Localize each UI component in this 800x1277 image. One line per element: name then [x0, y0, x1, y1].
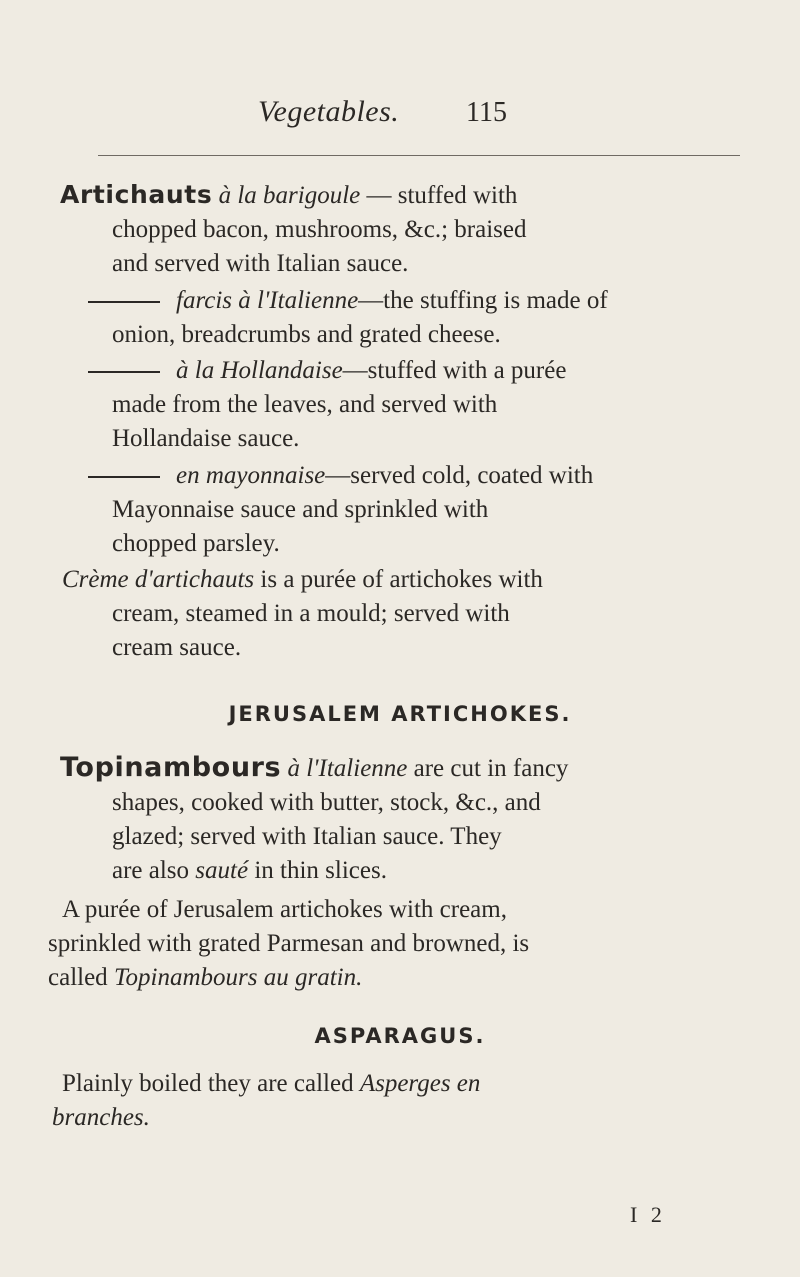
ditto-dash	[88, 476, 160, 478]
entry-text: chopped bacon, mushrooms, &c.; braised	[112, 216, 527, 243]
entry-text: Plainly boiled they are called	[62, 1070, 360, 1097]
signature-mark: I 2	[630, 1202, 666, 1227]
entry-text: in thin slices.	[248, 857, 387, 884]
entry-creme-artichauts	[60, 563, 760, 665]
entry-text: cream sauce.	[112, 634, 242, 661]
entry-text: glazed; served with Italian sauce. They	[112, 823, 502, 850]
entry-text: —served cold, coated with	[325, 462, 594, 489]
entry-text: —stuffed with a purée	[342, 357, 567, 384]
entry-text: shapes, cooked with butter, stock, &c., and	[112, 789, 541, 816]
entry-style: Crème d'artichauts	[62, 566, 255, 593]
entry-text: Hollandaise sauce.	[112, 425, 300, 452]
section-heading-asparagus: ASPARAGUS.	[314, 1024, 486, 1048]
entry-text: — stuffed with	[360, 182, 518, 209]
entry-text: and served with Italian sauce.	[112, 250, 409, 277]
entry-topinambours	[60, 751, 760, 888]
entry-asparagus	[52, 1067, 760, 1135]
entry-text: sprinkled with grated Parmesan and browned, is	[48, 930, 530, 957]
section-heading-jerusalem: JERUSALEM ARTICHOKES.	[228, 702, 572, 726]
entry-text: onion, breadcrumbs and grated cheese.	[112, 321, 501, 348]
entry-text: called	[48, 964, 114, 991]
page-number: 115	[466, 97, 507, 128]
entry-style: à l'Italienne	[287, 755, 408, 782]
entry-term: Topinambours	[60, 752, 282, 783]
entry-italic: branches.	[52, 1104, 150, 1131]
entry-topinambours-gratin	[48, 893, 760, 995]
entry-artichauts-barigoule	[60, 178, 760, 281]
entry-text: chopped parsley.	[112, 530, 280, 557]
header-rule	[98, 155, 740, 156]
entry-artichauts-hollandaise	[60, 354, 760, 456]
entry-text: made from the leaves, and served with	[112, 391, 498, 418]
entry-style: à la barigoule	[218, 182, 361, 209]
entry-text: Mayonnaise sauce and sprinkled with	[112, 496, 489, 523]
entry-style: à la Hollandaise	[176, 357, 343, 384]
ditto-dash	[88, 371, 160, 373]
entry-text: cream, steamed in a mould; served with	[112, 600, 510, 627]
ditto-dash	[88, 301, 160, 303]
entry-italic: Topinambours au gratin.	[113, 964, 363, 991]
entry-artichauts-mayonnaise	[60, 459, 760, 561]
entry-text: is a purée of artichokes with	[254, 566, 543, 593]
entry-style: en mayonnaise	[176, 462, 326, 489]
entry-italic: Asperges en	[359, 1070, 481, 1097]
running-head	[0, 95, 800, 135]
entry-text: A purée of Jerusalem artichokes with cream,	[62, 896, 507, 923]
entry-term: Artichauts	[60, 180, 213, 209]
entry-text: are also	[112, 857, 196, 884]
entry-italic: sauté	[195, 857, 249, 884]
entry-text: are cut in fancy	[407, 755, 569, 782]
running-title: Vegetables.	[258, 95, 400, 128]
entry-artichauts-farcis	[60, 284, 760, 352]
entry-text: —the stuffing is made of	[358, 287, 608, 314]
entry-style: farcis à l'Italienne	[176, 287, 359, 314]
